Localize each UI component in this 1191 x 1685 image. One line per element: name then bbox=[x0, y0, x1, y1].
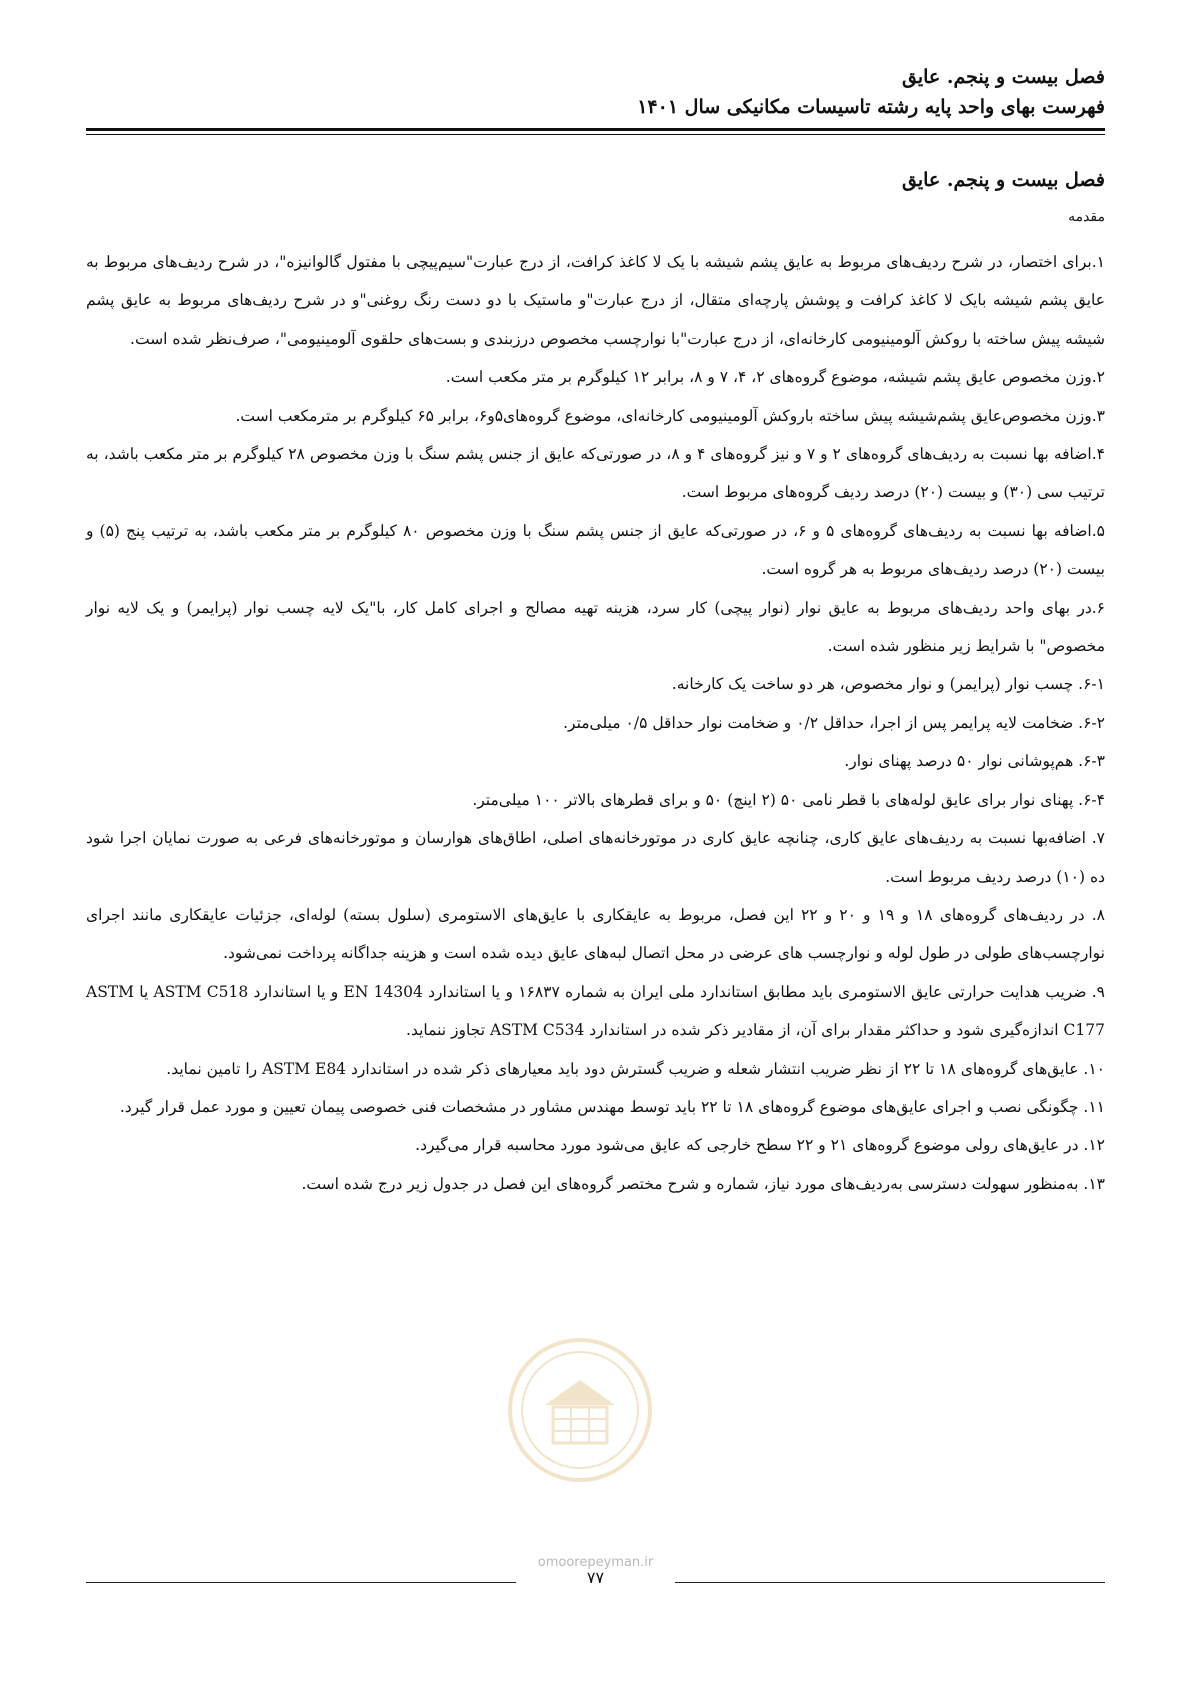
watermark-seal-icon bbox=[505, 1335, 655, 1485]
chapter-title: فصل بیست و پنجم. عایق bbox=[901, 169, 1105, 191]
paragraph-6-4: ۶-۴. پهنای نوار برای عایق لوله‌های با قطر نامی ۵۰ (۲ اینچ) ۵۰ و برای قطرهای بالاتر ۱۰۰ میلی‌متر. bbox=[472, 790, 1105, 809]
header-chapter-title: فصل بیست و پنجم. عایق bbox=[901, 66, 1105, 88]
paragraph-10: ۱۰. عایق‌های گروه‌های ۱۸ تا ۲۲ از نظر ضریب انتشار شعله و ضریب گسترش دود باید معیارهای ذکر شده در استاندارد ASTM E84 را تامین نماید. bbox=[166, 1059, 1105, 1078]
paragraph-2: ۲.وزن مخصوص عایق پشم شیشه، موضوع گروه‌های ۲، ۴، ۷ و ۸، برابر ۱۲ کیلوگرم بر متر مکعب است. bbox=[445, 368, 1105, 387]
paragraph-6-2: ۶-۲. ضخامت لایه پرایمر پس از اجرا، حداقل ۰/۲ و ضخامت نوار حداقل ۰/۵ میلی‌متر. bbox=[563, 713, 1105, 732]
page-number: ۷۷ bbox=[586, 1568, 605, 1587]
paragraph-11: ۱۱. چگونگی نصب و اجرای عایق‌های موضوع گروه‌های ۱۸ تا ۲۲ باید توسط مهندس مشاور در مشخصات فنی خصوصی پیمان تعیین و مورد عمل قرار گیرد. bbox=[119, 1097, 1105, 1116]
header-rule-thin bbox=[86, 134, 1105, 135]
paragraph-8: ۸. در ردیف‌های گروه‌های ۱۸ و ۱۹ و ۲۰ و ۲۲ این فصل، مربوط به عایقکاری با عایق‌های الاستومری (سلول بسته) لوله‌ای، جزئیات عایقکاری مانند اجرای نوارچسب‌های طولی در طول لوله و نوارچسب های عرضی در محل اتصال لبه‌های عایق دیده شده است و هزینه جداگانه پرداخت نمی‌شود. bbox=[86, 905, 1105, 963]
header-document-title: فهرست بهای واحد پایه رشته تاسیسات مکانیکی سال ۱۴۰۱ bbox=[637, 96, 1105, 118]
paragraph-13: ۱۳. به‌منظور سهولت دسترسی به‌ردیف‌های مورد نیاز، شماره و شرح مختصر گروه‌های این فصل در جدول زیر درج شده است. bbox=[301, 1174, 1105, 1193]
paragraph-5: ۵.اضافه بها نسبت به ردیف‌های گروه‌های ۵ و ۶، در صورتی‌که عایق از جنس پشم سنگ با وزن مخصوص ۸۰ کیلوگرم بر متر مکعب باشد، به ترتیب پنج (۵) و بیست (۲۰) درصد ردیف‌های مربوط به هر گروه است. bbox=[86, 521, 1105, 579]
header-rule-thick bbox=[86, 128, 1105, 131]
paragraph-7: ۷. اضافه‌بها نسبت به ردیف‌های عایق کاری، چنانچه عایق کاری در موتورخانه‌های اصلی، اطاق‌های هوارسان و موتورخانه‌های فرعی به صورت نمایان اجرا شود ده (۱۰) درصد ردیف مربوط است. bbox=[86, 829, 1105, 886]
intro-label: مقدمه bbox=[1068, 209, 1105, 225]
watermark-url: omoorepeyman.ir bbox=[537, 1555, 654, 1570]
paragraph-1: ۱.برای اختصار، در شرح ردیف‌های مربوط به عایق پشم شیشه با یک لا کاغذ کرافت، از درج عبارت"سیم‌پیچی با مفتول گالوانیزه"، در شرح ردیف‌های مربوط به عایق پشم شیشه بایک لا کاغذ کرافت و پوشش پارچه‌ای متقال، از درج عبارت"و ماستیک با دو دست رنگ روغنی"و در شرح ردیف‌های مربوط به عایق پشم شیشه پیش ساخته با روکش آلومینیومی کارخانه‌ای، از درج عبارت"با نوارچسب مخصوص درزبندی و بست‌های حلقوی آلومینیومی"، صرف‌نظر شده است. bbox=[86, 253, 1105, 348]
paragraph-6-3: ۶-۳. هم‌پوشانی نوار ۵۰ درصد پهنای نوار. bbox=[844, 752, 1105, 771]
paragraph-6-1: ۶-۱. چسب نوار (پرایمر) و نوار مخصوص، هر دو ساخت یک کارخانه. bbox=[671, 675, 1105, 694]
paragraph-3: ۳.وزن مخصوص‌عایق پشم‌شیشه پیش ساخته باروکش آلومینیومی کارخانه‌ای، موضوع گروه‌های۵و۶، برابر ۶۵ کیلوگرم بر مترمکعب است. bbox=[235, 406, 1105, 425]
running-header bbox=[86, 62, 1105, 122]
main-content bbox=[86, 165, 1105, 1203]
paragraph-12: ۱۲. در عایق‌های رولی موضوع گروه‌های ۲۱ و ۲۲ سطح خارجی که عایق می‌شود مورد محاسبه قرار می‌گیرد. bbox=[415, 1136, 1105, 1155]
paragraph-6: ۶.در بهای واحد ردیف‌های مربوط به عایق نوار (نوار پیچی) کار سرد، هزینه تهیه مصالح و اجرای کامل کار، با"یک لایه چسب نوار (پرایمر) و یک لایه نوار مخصوص" با شرایط زیر منظور شده است. bbox=[86, 598, 1105, 656]
paragraph-9: ۹. ضریب هدایت حرارتی عایق الاستومری باید مطابق استاندارد ملی ایران به شماره ۱۶۸۳۷ و یا استاندارد EN 14304 و یا استاندارد ASTM C518 یا ASTM C177 اندازه‌گیری شود و حداکثر مقدار برای آن، از مقادیر ذکر شده در استاندارد ASTM C534 تجاوز ننماید. bbox=[86, 982, 1105, 1040]
paragraph-4: ۴.اضافه بها نسبت به ردیف‌های گروه‌های ۲ و ۷ و نیز گروه‌های ۴ و ۸، در صورتی‌که عایق از جنس پشم سنگ با وزن مخصوص ۲۸ کیلوگرم بر متر مکعب باشد، به ترتیب سی (۳۰) و بیست (۲۰) درصد ردیف گروه‌های مربوط است. bbox=[86, 445, 1105, 502]
